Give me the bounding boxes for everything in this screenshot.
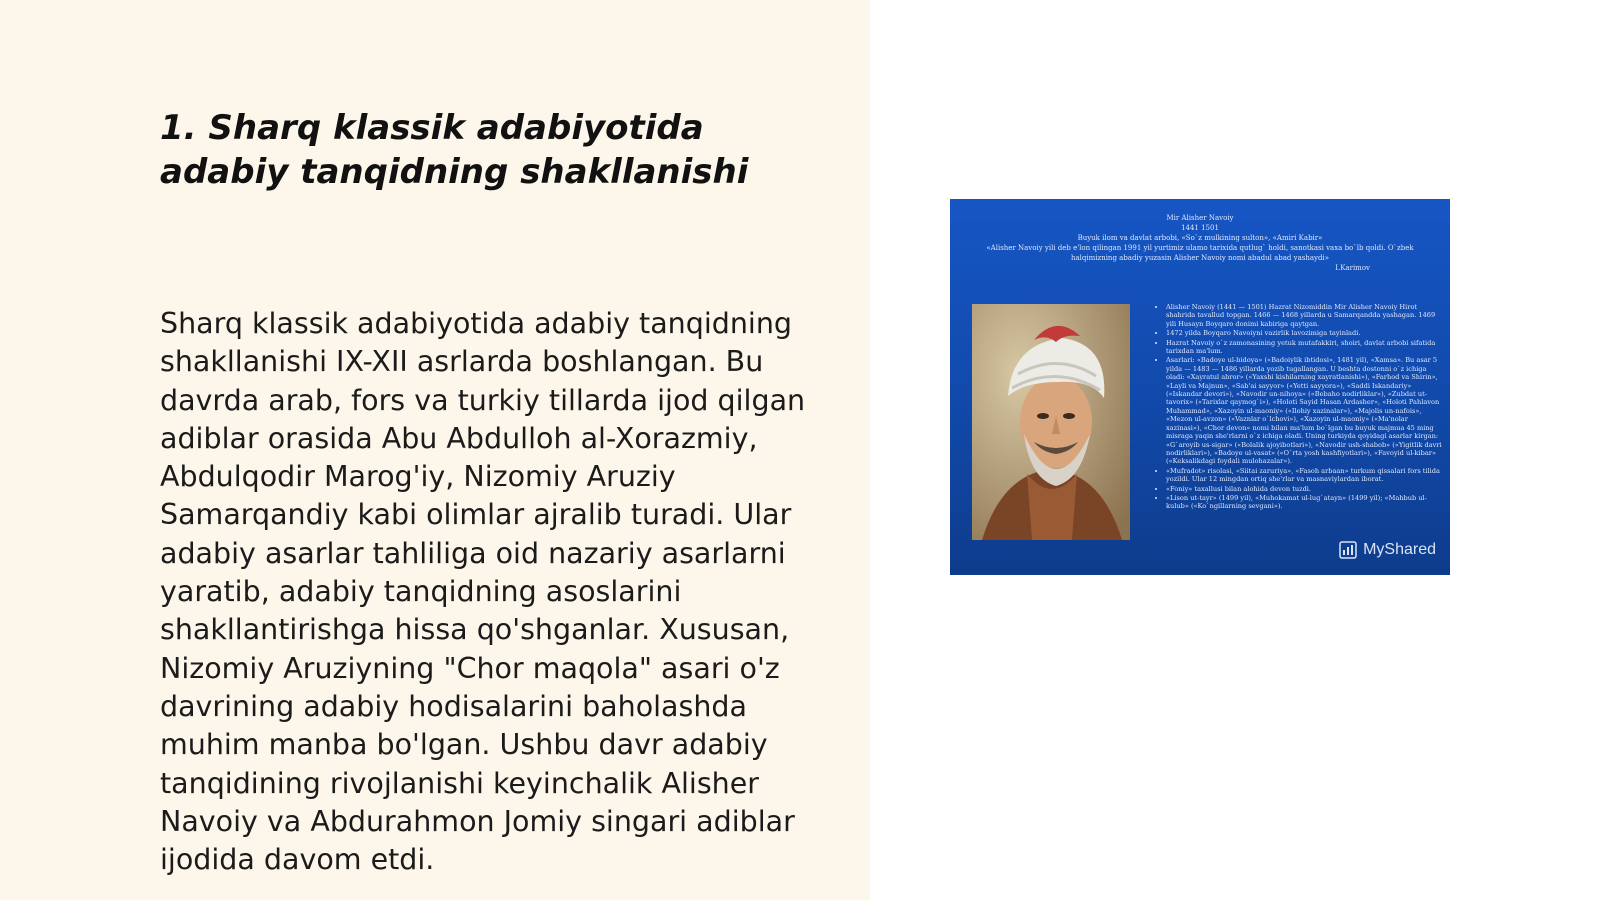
- image-bullet: • 1472 yilda Boyqaro Navoiyni vazirlik lavozimiga tayinladi.: [1166, 329, 1442, 337]
- image-bullet: • «Mufradot» risolasi, «Siitai zaruriya», «Fasoh arbaan» turkum qissalari fors tilida yozildi. Ular 12 mingdan ortiq she'rlar va masnaviylardan iborat.: [1166, 467, 1442, 484]
- image-bullet: • Asarlari: «Badoye ul-bidoya» («Badoiylik ibtidosi», 1481 yil), «Xamsa». Bu asar 5 yilda — 1483 — 1486 yillarda yozib tugallangan. U beshta dostonni o`z ichiga oladi: «Xayratul abror» («Yaxshi kishilarning xayratlanishi»), «Farhod va Shirin», «Layli va Majnun», «Sab'ai sayyor» («Yetti sayyora»), «Saddi Iskandariy» («Iskandar devori»), «Navodir un-nihoya» («Bebaho nodirliklar»), «Zubdat ut-tavorix» («Tarixlar qaymog`i»), «Holoti Sayid Hasan Ardasher», «Holoti Pahlavon Muhammad», «Xazoyin ul-maoniy» («Ilohiy xazinalar»), «Majolis un-nafois», «Mezon ul-avzon» («Vaznlar o`lchovi»), «Xazoyin ul-maoniy» («Ma'nolar xazinasi»), «Chor devon» nomi bilan ma'lum bo`lgan bu buyuk majmua 45 ming misraga yaqin she'rlarni o`z ichiga oladi. Uning turkiyda qoyidagi asarlar kirgan: «G`aroyib us-sigar» («Bolalik ajoyibotlari»), «Navodir ush-shabob» («Yigitlik davri nodirliklari»), «Badoye ul-vasat» («O`rta yosh kashfiyotlari»), «Favoyid ul-kibar» («Keksalikdagi foydali mulohazalar»).: [1166, 356, 1442, 465]
- image-header-name: Mir Alisher Navoiy: [1166, 214, 1234, 222]
- image-bullet: • «Foniy» taxallusi bilan alohida devon tuzdi.: [1166, 485, 1442, 493]
- image-header-line3: halqimizning abadiy yuzasin Alisher Navoiy nomi abadul abad yashaydi»: [1070, 254, 1329, 262]
- image-bullet: • Hazrat Navoiy o`z zamonasining yetuk mutafakkiri, shoiri, davlat arbobi sifatida tarixdan ma'lum.: [1166, 339, 1442, 356]
- watermark-text: MyShared: [1363, 541, 1436, 558]
- image-header-signature: I.Karimov: [1335, 264, 1370, 272]
- image-header-line1: Buyuk ilom va davlat arbobi, «So`z mulkining sulton», «Amiri Kabir»: [1077, 234, 1323, 242]
- image-header-line2: «Alisher Navoiy yili deb e'lon qilingan 1991 yil yurtimiz ulamo tarixida qutlug` holdi, sanotkasi vaxa bo`lb qoldi. O`zbek: [986, 244, 1414, 252]
- image-bullet: • «Lison ut-tayr» (1499 yil), «Muhokamat ul-lug`atayn» (1499 yil); «Mahbub ul-kulub» («Ko`ngillarning sevgani»).: [1166, 494, 1442, 511]
- chart-icon: [1339, 541, 1357, 559]
- watermark: [1339, 541, 1436, 559]
- slide-title: 1. Sharq klassik adabiyotida adabiy tanqidning shakllanishi: [160, 108, 749, 192]
- body-text: Sharq klassik adabiyotida adabiy tanqidning shakllanishi IX-XII asrlarda boshlangan. Bu davrda arab, fors va turkiy tillarda ijod qilgan adiblar orasida Abu Abdulloh al-Xorazmiy, Abdulqodir Marog'iy, Nizomiy Aruziy Samarqandiy kabi olimlar ajralib turadi. Ular adabiy asarlar tahliliga oid nazariy asarlarni yaratib, adabiy tanqidning asoslarini shakllantirishga hissa qo'shganlar. Xususan, Nizomiy Aruziyning "Chor maqola" asari o'z davrining adabiy hodisalarini baholashda muhim manba bo'lgan. Ushbu davr adabiy tanqidining rivojlanishi keyinchalik Alisher Navoiy va Abdurahmon Jomiy singari adiblar ijodida davom etdi.: [160, 307, 806, 877]
- portrait-image: [972, 304, 1130, 540]
- portrait-illustration: [972, 304, 1130, 540]
- image-bullet-list: [1156, 303, 1442, 512]
- embedded-slide-image: [950, 199, 1450, 575]
- image-header: [970, 213, 1430, 273]
- image-bullet: • Alisher Navoiy (1441 — 1501) Hazrat Nizomiddin Mir Alisher Navoiy Hirot shahrida tavallud topgan. 1466 — 1468 yillarda u Samarqandda yashagan. 1469 yili Husayn Boyqaro donimi kabiriga qaytgan.: [1166, 303, 1442, 328]
- image-header-years: 1441 1501: [1181, 224, 1219, 232]
